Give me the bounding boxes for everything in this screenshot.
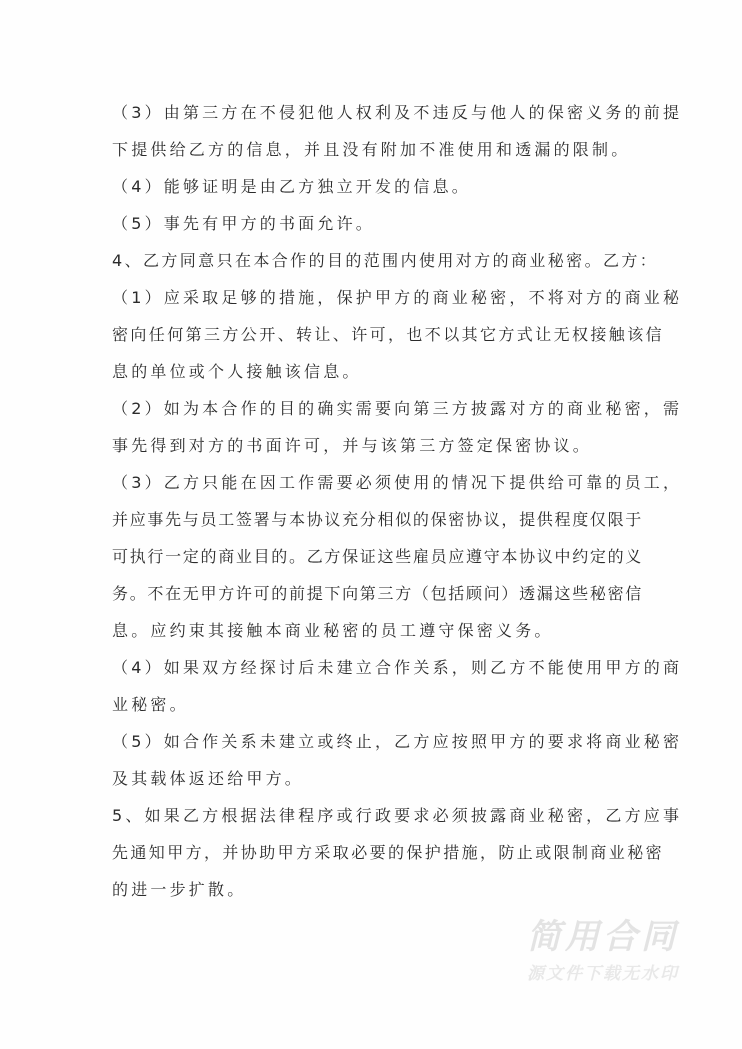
watermark-title: 简用合同: [527, 917, 679, 957]
watermark-subtitle: 源文件下载无水印: [527, 964, 679, 984]
watermark: [508, 915, 698, 987]
clause-3-3-line-1: （3）由第三方在不侵犯他人权利及不违反与他人的保密义务的前提: [112, 103, 683, 122]
clause-3-5: （5）事先有甲方的书面允许。: [112, 214, 375, 233]
clause-4-2-line-2: 事先得到对方的书面许可，并与该第三方签定保密协议。: [112, 436, 593, 455]
clause-5-line-2: 先通知甲方，并协助甲方采取必要的保护措施，防止或限制商业秘密: [112, 843, 665, 862]
clause-4-5-line-2: 及其载体返还给甲方。: [112, 769, 305, 788]
clause-4-3-line-4: 务。不在无甲方许可的前提下向第三方（包括顾问）透漏这些秘密信: [112, 584, 644, 603]
clause-4-1-line-2: 密向任何第三方公开、转让、许可，也不以其它方式让无权接触该信: [112, 325, 665, 344]
clause-4-1-line-1: （1）应采取足够的措施，保护甲方的商业秘密，不将对方的商业秘: [112, 288, 683, 307]
clause-4-3-line-5: 息。应约束其接触本商业秘密的员工遵守保密义务。: [112, 621, 554, 640]
clause-4-4-line-1: （4）如果双方经探讨后未建立合作关系，则乙方不能使用甲方的商: [112, 658, 683, 677]
clause-4-4-line-2: 业秘密。: [112, 695, 189, 714]
clause-5-line-3: 的进一步扩散。: [112, 880, 247, 899]
clause-3-4: （4）能够证明是由乙方独立开发的信息。: [112, 177, 471, 196]
clause-4-2-line-1: （2）如为本合作的目的确实需要向第三方披露对方的商业秘密，需: [112, 399, 683, 418]
clause-4-5-line-1: （5）如合作关系未建立或终止，乙方应按照甲方的要求将商业秘密: [112, 732, 683, 751]
clause-5-line-1: 5、如果乙方根据法律程序或行政要求必须披露商业秘密，乙方应事: [112, 806, 683, 825]
clause-4-3-line-2: 并应事先与员工签署与本协议充分相似的保密协议，提供程度仅限于: [112, 510, 644, 529]
clause-4-3-line-1: （3）乙方只能在因工作需要必须使用的情况下提供给可靠的员工，: [112, 473, 683, 492]
clause-3-3-line-2: 下提供给乙方的信息，并且没有附加不准使用和透漏的限制。: [112, 140, 631, 159]
clause-4-heading: 4、乙方同意只在本合作的目的范围内使用对方的商业秘密。乙方：: [112, 251, 659, 270]
document-body: [112, 99, 683, 913]
clause-4-3-line-3: 可执行一定的商业目的。乙方保证这些雇员应遵守本协议中约定的义: [112, 547, 644, 566]
clause-4-1-line-3: 息的单位或个人接触该信息。: [112, 362, 362, 381]
